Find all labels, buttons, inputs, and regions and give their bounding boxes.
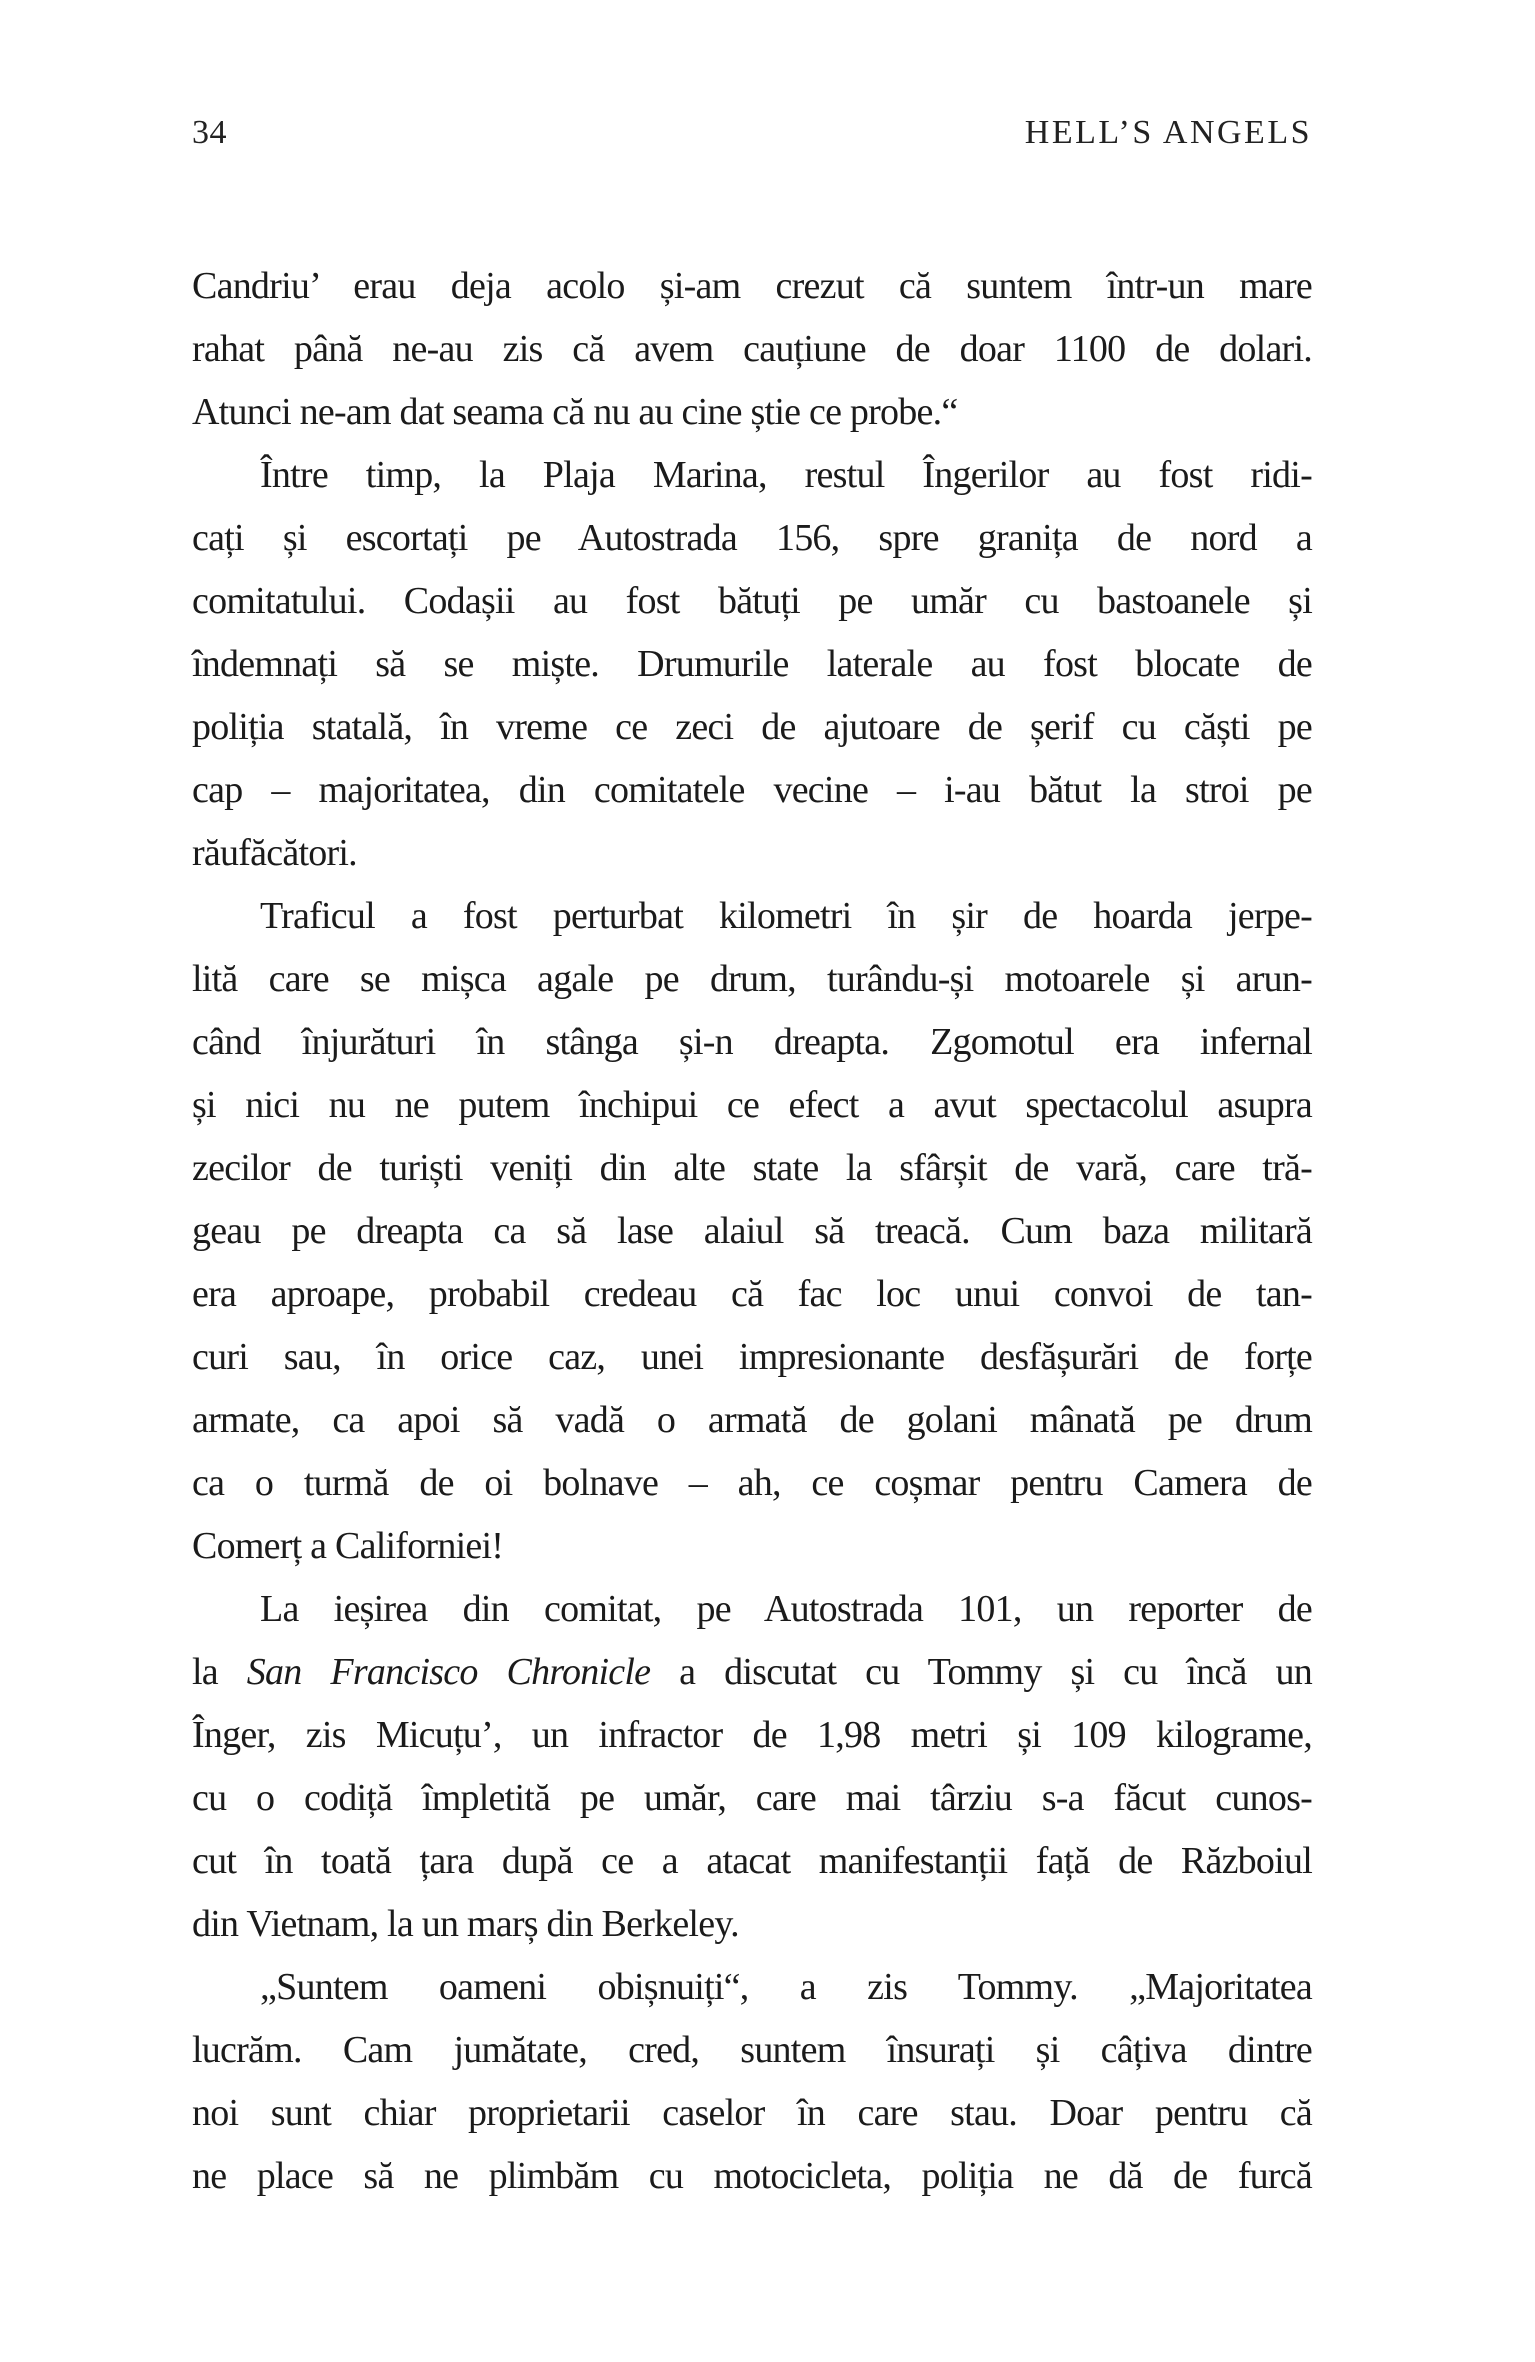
text-segment: zecilor de turiști veniți din alte state la sfârșit de vară, care tră- <box>192 1147 1312 1189</box>
text-line <box>192 1452 1312 1515</box>
text-line <box>192 1326 1312 1389</box>
text-line <box>192 1956 1312 2019</box>
text-segment: armate, ca apoi să vadă o armată de golani mânată pe drum <box>192 1399 1312 1441</box>
text-segment: lucrăm. Cam jumătate, cred, suntem însurați și câțiva dintre <box>192 2029 1312 2071</box>
text-segment: ca o turmă de oi bolnave – ah, ce coșmar pentru Camera de <box>192 1462 1312 1504</box>
text-line <box>192 1263 1312 1326</box>
text-line <box>192 1767 1312 1830</box>
text-segment: cap – majoritatea, din comitatele vecine – i-au bătut la stroi pe <box>192 769 1312 811</box>
text-segment: geau pe dreapta ca să lase alaiul să treacă. Cum baza militară <box>192 1210 1312 1252</box>
text-segment: noi sunt chiar proprietarii caselor în care stau. Doar pentru că <box>192 2092 1312 2134</box>
page-body-text <box>192 255 1312 2208</box>
text-segment: Comerț a Californiei! <box>192 1525 504 1567</box>
italic-text-segment: San Francisco Chronicle <box>246 1651 651 1693</box>
text-line <box>192 1200 1312 1263</box>
text-segment: când înjurături în stânga și-n dreapta. Zgomotul era infernal <box>192 1021 1312 1063</box>
text-line <box>192 633 1312 696</box>
text-segment: ne place să ne plimbăm cu motocicleta, poliția ne dă de furcă <box>192 2155 1312 2197</box>
text-line <box>192 2019 1312 2082</box>
text-segment: Candriu’ erau deja acolo și-am crezut că suntem într-un mare <box>192 265 1312 307</box>
text-segment: „Suntem oameni obișnuiți“, a zis Tommy. „Majoritatea <box>260 1966 1312 2008</box>
text-line <box>192 255 1312 318</box>
text-line <box>192 1515 1312 1578</box>
text-line <box>192 2145 1312 2208</box>
text-segment: Atunci ne-am dat seama că nu au cine știe ce probe.“ <box>192 391 958 433</box>
text-segment: din Vietnam, la un marș din Berkeley. <box>192 1903 739 1945</box>
text-line <box>192 444 1312 507</box>
text-segment: rahat până ne-au zis că avem cauțiune de doar 1100 de dolari. <box>192 328 1312 370</box>
text-line <box>192 885 1312 948</box>
text-line <box>192 507 1312 570</box>
text-segment: răufăcători. <box>192 832 357 874</box>
text-segment: a discutat cu Tommy și cu încă un <box>650 1651 1312 1693</box>
text-line <box>192 822 1312 885</box>
text-segment: curi sau, în orice caz, unei impresionante desfășurări de forțe <box>192 1336 1312 1378</box>
running-title: HELL’S ANGELS <box>1024 114 1312 151</box>
text-segment: la <box>192 1651 247 1693</box>
text-segment: era aproape, probabil credeau că fac loc unui convoi de tan- <box>192 1273 1312 1315</box>
text-segment: cați și escortați pe Autostrada 156, spre granița de nord a <box>192 517 1312 559</box>
text-line <box>192 1641 1312 1704</box>
page-header <box>192 114 1312 152</box>
page-number: 34 <box>192 114 227 151</box>
text-line <box>192 1578 1312 1641</box>
text-line <box>192 1137 1312 1200</box>
text-line <box>192 948 1312 1011</box>
text-segment: La ieșirea din comitat, pe Autostrada 101, un reporter de <box>260 1588 1312 1630</box>
text-line <box>192 1389 1312 1452</box>
text-segment: lită care se mișca agale pe drum, turându-și motoarele și arun- <box>192 958 1312 1000</box>
text-segment: Traficul a fost perturbat kilometri în șir de hoarda jerpe- <box>260 895 1312 937</box>
text-segment: comitatului. Codașii au fost bătuți pe umăr cu bastoanele și <box>192 580 1312 622</box>
text-line <box>192 759 1312 822</box>
text-line <box>192 1893 1312 1956</box>
text-segment: și nici nu ne putem închipui ce efect a avut spectacolul asupra <box>192 1084 1312 1126</box>
text-segment: poliția statală, în vreme ce zeci de ajutoare de șerif cu căști pe <box>192 706 1312 748</box>
text-segment: Între timp, la Plaja Marina, restul Îngerilor au fost ridi- <box>260 454 1312 496</box>
text-line <box>192 1011 1312 1074</box>
text-segment: cut în toată țara după ce a atacat manifestanții față de Războiul <box>192 1840 1312 1882</box>
text-line <box>192 1704 1312 1767</box>
text-line <box>192 318 1312 381</box>
text-segment: îndemnați să se miște. Drumurile laterale au fost blocate de <box>192 643 1312 685</box>
text-segment: Înger, zis Micuțu’, un infractor de 1,98 metri și 109 kilograme, <box>192 1714 1312 1756</box>
text-line <box>192 696 1312 759</box>
text-line <box>192 1074 1312 1137</box>
text-line <box>192 570 1312 633</box>
text-line <box>192 2082 1312 2145</box>
text-segment: cu o codiță împletită pe umăr, care mai târziu s-a făcut cunos- <box>192 1777 1312 1819</box>
text-line <box>192 1830 1312 1893</box>
text-line <box>192 381 1312 444</box>
